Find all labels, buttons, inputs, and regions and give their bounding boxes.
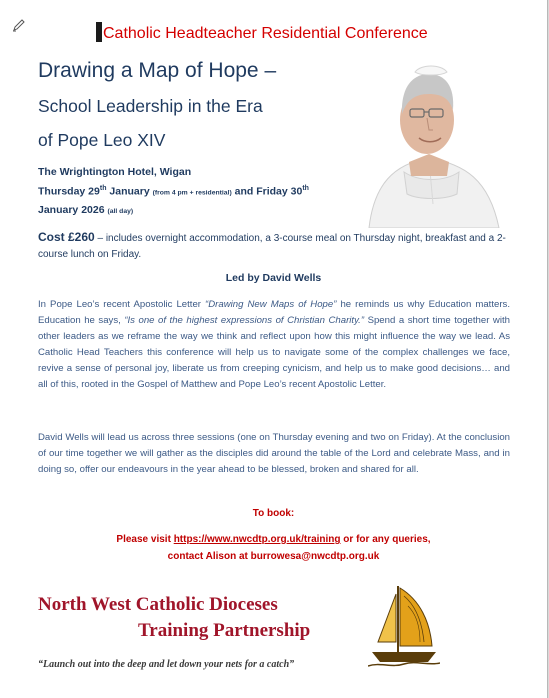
date-line-2: January 2026 (all day) bbox=[38, 203, 134, 216]
subheading-line-1: School Leadership in the Era bbox=[38, 96, 263, 116]
main-heading: Drawing a Map of Hope – bbox=[38, 59, 277, 82]
conference-title: Catholic Headteacher Residential Conference bbox=[96, 22, 516, 43]
subheading-line-2: of Pope Leo XIV bbox=[38, 130, 166, 150]
booking-line-2: contact Alison at burrowesa@nwcdtp.org.uk bbox=[167, 551, 380, 562]
edit-pen-icon[interactable] bbox=[12, 18, 26, 32]
cost-label: Cost £260 bbox=[38, 230, 95, 244]
sailboat-icon bbox=[368, 582, 440, 668]
motto: “Launch out into the deep and let down your nets for a catch” bbox=[38, 659, 295, 670]
paragraph-apostolic-letter: In Pope Leo’s recent Apostolic Letter “Drawing New Maps of Hope” he reminds us why Education matters. Education he says, “Is one of the highest expressions of Christian Charity.” Spend a short time together with other leaders as we reframe the way we think and reflect upon how this might influence the way we lead. As Catholic Head Teachers this conference will help us to navigate some of the complex challenges we face, revive a sense of personal joy, liberate us from creeping cynicism, and help us to make good decisions… and all of this, rooted in the Gospel of Matthew and Pope Leo’s recent Apostolic Letter. bbox=[38, 299, 510, 390]
booking-heading: To book: bbox=[252, 508, 295, 519]
date-line: Thursday 29th January (from 4 pm + residential) and Friday 30th bbox=[38, 184, 309, 197]
booking-link[interactable]: https://www.nwcdtp.org.uk/training bbox=[173, 534, 341, 545]
partnership-logo-text: North West Catholic Dioceses Training Partnership bbox=[38, 594, 311, 641]
text-cursor bbox=[96, 22, 102, 42]
pope-photo bbox=[349, 54, 509, 228]
event-details bbox=[38, 164, 348, 220]
venue: The Wrightington Hotel, Wigan bbox=[38, 166, 192, 178]
booking-line-1: Please visit https://www.nwcdtp.org.uk/training or for any queries, bbox=[116, 534, 431, 545]
paragraph-sessions: David Wells will lead us across three sessions (one on Thursday evening and two on Friday). At the conclusion of our time together we will gather as the disciples did around the table of the Lord and celebrate Mass, and in doing so, offer our endeavours in the year ahead to be blessed, broken and shared for all. bbox=[38, 432, 510, 475]
cost-info: Cost £260 – includes overnight accommodation, a 3-course meal on Thursday night, breakfast and a 2-course lunch on Friday. bbox=[38, 230, 506, 260]
led-by: Led by David Wells bbox=[225, 272, 322, 284]
